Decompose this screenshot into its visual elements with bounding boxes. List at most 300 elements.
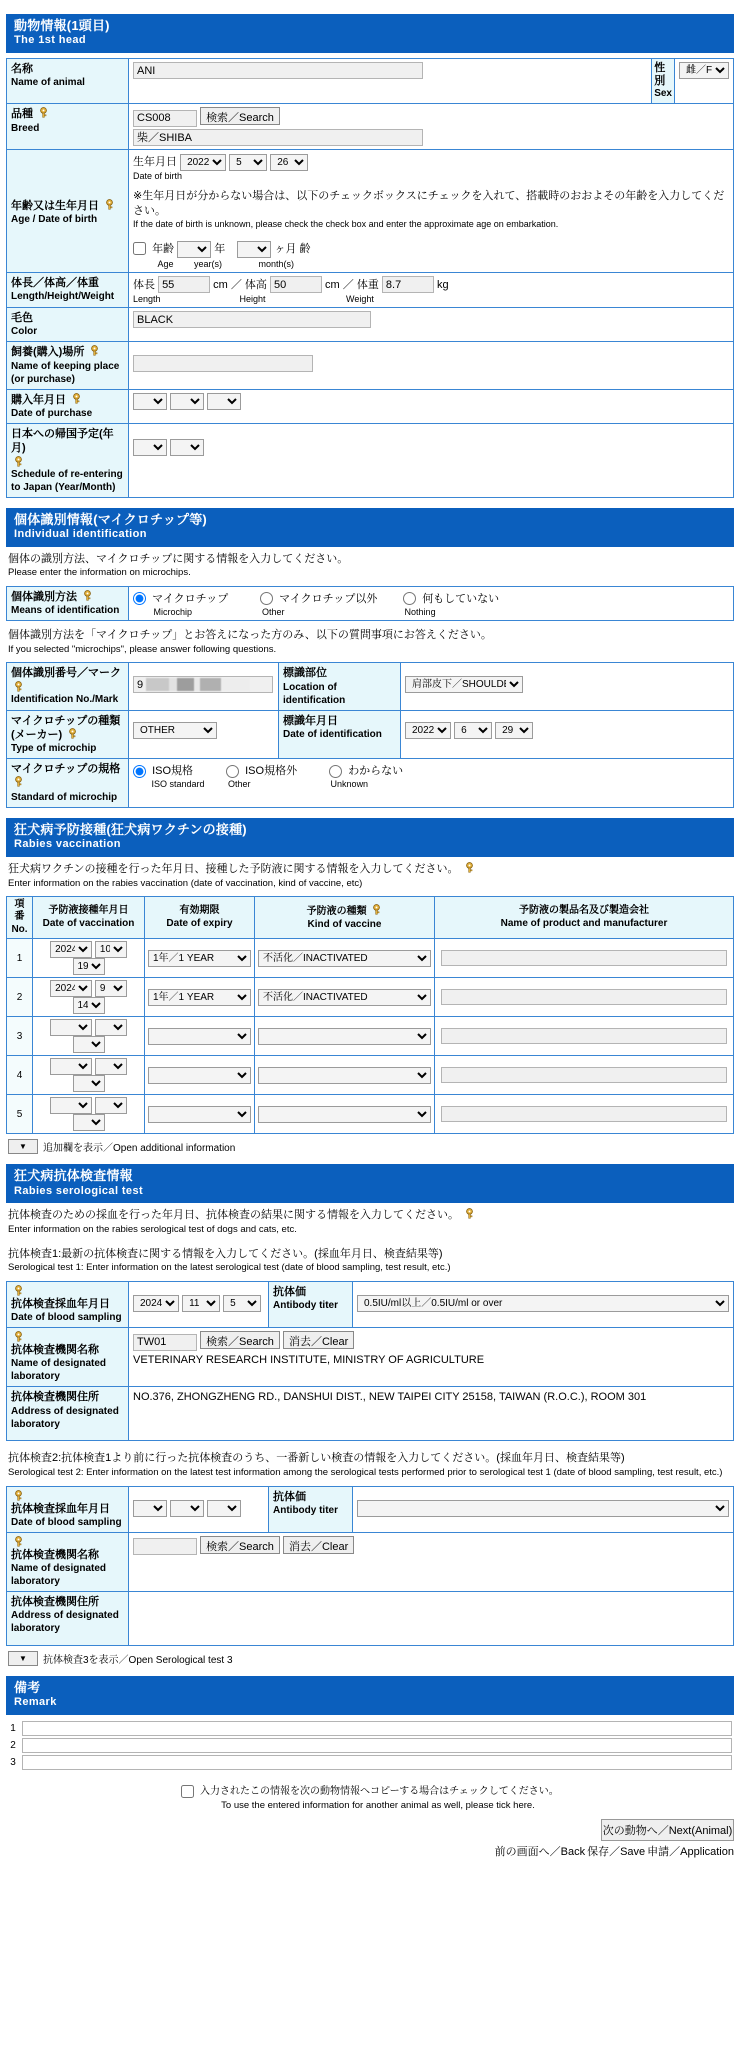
standard-option-label-jp: ISO規格 bbox=[152, 765, 194, 778]
breed-code-input[interactable] bbox=[133, 110, 197, 127]
length-input[interactable] bbox=[158, 276, 210, 293]
label-en: Name of animal bbox=[11, 77, 85, 89]
label-identification-no bbox=[7, 663, 129, 710]
animal-info-table bbox=[6, 58, 734, 498]
test2-year-select[interactable] bbox=[133, 1500, 167, 1517]
serology-test1-note-jp: 抗体検査1:最新の抗体検査に関する情報を入力してください。(採血年月日、検査結果等) bbox=[8, 1247, 443, 1260]
rabies-intro-jp bbox=[8, 862, 732, 877]
add-vaccination-row-toggle[interactable] bbox=[8, 1139, 732, 1154]
label-jp: マイクロチップの規格 bbox=[11, 763, 121, 776]
test1-day-select[interactable] bbox=[223, 1295, 261, 1312]
vac-expiry-select[interactable] bbox=[148, 989, 251, 1006]
means-option-microchip[interactable] bbox=[133, 590, 257, 606]
label-en: Breed bbox=[11, 122, 40, 134]
label-jp: 個体識別番号／マーク bbox=[11, 667, 121, 680]
row-test2-lab-name bbox=[7, 1532, 734, 1591]
remark-line-cell bbox=[20, 1720, 734, 1737]
dob-line bbox=[133, 153, 729, 171]
purchase-year-select[interactable] bbox=[133, 393, 167, 410]
redaction-mask bbox=[146, 678, 250, 691]
vaccination-expiry-cell bbox=[145, 1095, 255, 1134]
footer-button-row-2 bbox=[6, 1843, 734, 1859]
age-month-select[interactable] bbox=[237, 241, 271, 258]
label-en: Address of designated laboratory bbox=[11, 1405, 119, 1430]
copy-checkbox-line bbox=[6, 1785, 734, 1799]
vac-month-select[interactable] bbox=[95, 980, 127, 997]
standard-option-iso[interactable] bbox=[133, 762, 223, 778]
list-item bbox=[6, 1720, 734, 1737]
test2-lab-clear-button[interactable]: 消去／Clear bbox=[283, 1536, 354, 1554]
test2-lab-name-text bbox=[133, 1558, 729, 1570]
vaccination-date-cell bbox=[33, 978, 145, 1017]
test2-day-select[interactable] bbox=[207, 1500, 241, 1517]
separator-1: ／ bbox=[230, 278, 242, 291]
remark-input-2[interactable] bbox=[22, 1738, 732, 1753]
remark-input-3[interactable] bbox=[22, 1755, 732, 1770]
height-input[interactable] bbox=[270, 276, 322, 293]
test2-titer-select[interactable] bbox=[357, 1500, 729, 1517]
cell-microchip-standard-value bbox=[129, 759, 734, 808]
vac-manufacturer-input[interactable] bbox=[441, 989, 727, 1005]
cell-test1-titer-value bbox=[353, 1281, 734, 1327]
col-manufacturer bbox=[435, 896, 734, 939]
row-test2-lab-address bbox=[7, 1592, 734, 1646]
vaccination-kind-cell bbox=[255, 1095, 435, 1134]
label-en: Schedule of re-entering to Japan (Year/Month) bbox=[11, 468, 123, 493]
help-icon[interactable] bbox=[13, 681, 24, 693]
means-option-label-en: Microchip bbox=[153, 606, 193, 617]
purchase-day-select[interactable] bbox=[207, 393, 241, 410]
identification-no-field[interactable] bbox=[133, 676, 273, 693]
next-animal-button[interactable]: 次の動物へ／Next(Animal) bbox=[601, 1819, 734, 1841]
standard-option-label-en: ISO standard bbox=[151, 779, 205, 790]
open-serological-test3-toggle[interactable] bbox=[8, 1651, 732, 1666]
label-test2-lab-name bbox=[7, 1532, 129, 1591]
length-label-en: Length bbox=[133, 294, 161, 305]
test1-lab-search-button[interactable]: 検索／Search bbox=[200, 1331, 280, 1349]
identification-condition-en: If you selected "microchips", please answer following questions. bbox=[8, 643, 277, 655]
means-radio-nothing[interactable] bbox=[403, 592, 416, 605]
vaccination-table bbox=[6, 896, 734, 1135]
section-title-en: Rabies vaccination bbox=[14, 838, 121, 850]
standard-option-other[interactable] bbox=[226, 762, 326, 778]
vac-month-select[interactable] bbox=[95, 1058, 127, 1075]
label-en: Color bbox=[11, 326, 38, 338]
copy-info-row bbox=[6, 1785, 734, 1812]
vac-expiry-select[interactable] bbox=[148, 1067, 251, 1084]
section-title-jp: 動物情報(1頭目) bbox=[14, 18, 110, 33]
serology-intro-jp bbox=[8, 1208, 732, 1223]
sex-select[interactable] bbox=[679, 62, 729, 79]
label-color bbox=[7, 308, 129, 342]
age-year-unit: 年 bbox=[214, 242, 226, 255]
cell-location-value bbox=[401, 663, 734, 710]
identification-year-select[interactable] bbox=[405, 722, 451, 739]
row-name-of-animal bbox=[7, 59, 734, 104]
row-test1-lab-name bbox=[7, 1328, 734, 1387]
vac-day-select[interactable] bbox=[73, 1036, 105, 1053]
vaccination-kind-cell bbox=[255, 1056, 435, 1095]
section-title-en: Rabies serological test bbox=[14, 1184, 144, 1197]
label-microchip-type bbox=[7, 710, 129, 759]
vaccination-kind-cell bbox=[255, 1017, 435, 1056]
vaccination-date-cell bbox=[33, 1095, 145, 1134]
test2-month-select[interactable] bbox=[170, 1500, 204, 1517]
label-jp: 抗体検査採血年月日 bbox=[11, 1297, 110, 1310]
label-location-of-identification bbox=[279, 663, 401, 710]
vaccination-expiry-cell bbox=[145, 939, 255, 978]
help-icon[interactable] bbox=[89, 345, 100, 357]
cell-test2-titer-value bbox=[353, 1486, 734, 1532]
help-icon[interactable] bbox=[371, 904, 382, 916]
help-icon[interactable] bbox=[13, 1331, 24, 1343]
copy-label-jp: 入力されたこの情報を次の動物情報へコピーする場合はチェックしてください。 bbox=[199, 1786, 559, 1798]
table-row bbox=[7, 978, 734, 1017]
vaccination-row-no: 1 bbox=[7, 939, 33, 978]
label-en: Antibody titer bbox=[273, 1504, 338, 1516]
table-row bbox=[7, 1017, 734, 1056]
means-option-other[interactable] bbox=[260, 590, 400, 606]
dob-year-select[interactable] bbox=[180, 154, 226, 171]
cell-test1-lab-address-value bbox=[129, 1387, 734, 1441]
label-sex-en: Sex bbox=[654, 88, 672, 100]
help-icon[interactable] bbox=[13, 776, 24, 788]
age-label-en: Age bbox=[157, 258, 174, 269]
dob-label-jp: 生年月日 bbox=[133, 155, 177, 168]
weight-unit: kg bbox=[436, 278, 449, 291]
cell-test1-lab-name-value bbox=[129, 1328, 734, 1387]
height-label-jp: 体高 bbox=[244, 278, 267, 291]
label-test1-lab-address bbox=[7, 1387, 129, 1441]
dob-label-en: Date of birth bbox=[133, 170, 183, 181]
label-en: Date of blood sampling bbox=[11, 1516, 122, 1528]
identification-day-select[interactable] bbox=[495, 722, 533, 739]
age-fallback-line bbox=[133, 240, 729, 258]
label-identification-date bbox=[279, 710, 401, 759]
help-icon[interactable] bbox=[67, 728, 78, 740]
standard-option-label-jp: ISO規格外 bbox=[245, 765, 298, 778]
vaccination-manufacturer-cell bbox=[435, 1095, 734, 1134]
standard-radio-other[interactable] bbox=[226, 765, 239, 778]
vaccination-manufacturer-cell bbox=[435, 1056, 734, 1095]
row-breed bbox=[7, 104, 734, 150]
test1-lab-address-text: NO.376, ZHONGZHENG RD., DANSHUI DIST., NEW TAIPEI CITY 25158, TAIWAN (R.O.C.), ROOM 301 bbox=[133, 1391, 647, 1404]
vaccination-kind-cell bbox=[255, 978, 435, 1017]
measure-sub-labels bbox=[133, 294, 729, 304]
vaccination-manufacturer-cell bbox=[435, 1017, 734, 1056]
vac-expiry-select[interactable] bbox=[148, 950, 251, 967]
col-date-of-vaccination bbox=[33, 896, 145, 939]
vac-kind-select[interactable] bbox=[258, 989, 431, 1006]
vac-year-select[interactable] bbox=[50, 941, 92, 958]
vac-manufacturer-input[interactable] bbox=[441, 1028, 727, 1044]
help-icon[interactable] bbox=[104, 199, 115, 211]
label-test1-sampling bbox=[7, 1281, 129, 1327]
cell-test1-sampling-value bbox=[129, 1281, 269, 1327]
label-en: Type of microchip bbox=[11, 743, 97, 755]
help-icon[interactable] bbox=[38, 107, 49, 119]
serology-test2-note-jp: 抗体検査2:抗体検査1より前に行った抗体検査のうち、一番新しい検査の情報を入力してください。(採血年月日、検査結果等) bbox=[8, 1452, 625, 1465]
vac-day-select[interactable] bbox=[73, 958, 105, 975]
row-color bbox=[7, 308, 734, 342]
cell-test2-lab-name-value bbox=[129, 1532, 734, 1591]
serology-intro-text: 抗体検査のための採血を行った年月日、抗体検査の結果に関する情報を入力してください。 bbox=[8, 1209, 459, 1222]
age-month-unit: ヶ月 bbox=[274, 242, 297, 255]
label-jp: マイクロチップの種類(メーカー) bbox=[11, 714, 121, 741]
label-sex-jp: 性別 bbox=[654, 62, 666, 87]
dob-note-en: If the date of birth is unknown, please check the check box and enter the approximate age on embarkation. bbox=[133, 219, 559, 230]
label-jp: 抗体価 bbox=[273, 1490, 306, 1503]
section-title-jp: 狂犬病抗体検査情報 bbox=[14, 1168, 133, 1184]
remark-line-cell bbox=[20, 1737, 734, 1754]
label-jp: 飼養(購入)場所 bbox=[11, 346, 85, 359]
means-option-label-jp: 何もしていない bbox=[422, 592, 500, 605]
vac-year-select[interactable] bbox=[50, 1058, 92, 1075]
cell-means-options bbox=[129, 586, 734, 620]
table-row bbox=[7, 1056, 734, 1095]
breed-search-button[interactable]: 検索／Search bbox=[200, 107, 280, 125]
vac-year-select[interactable] bbox=[50, 980, 92, 997]
help-icon[interactable] bbox=[13, 1536, 24, 1548]
label-test2-titer bbox=[269, 1486, 353, 1532]
means-radio-microchip[interactable] bbox=[133, 592, 146, 605]
label-en: Age / Date of birth bbox=[11, 214, 98, 226]
label-en: Date of purchase bbox=[11, 408, 93, 419]
vaccination-row-no: 2 bbox=[7, 978, 33, 1017]
standard-option-label-en: Other bbox=[228, 779, 251, 790]
microchip-type-select[interactable] bbox=[133, 722, 217, 739]
test1-titer-select[interactable] bbox=[357, 1295, 729, 1312]
section-header-animal bbox=[6, 14, 734, 53]
section-header-rabies bbox=[6, 818, 734, 857]
rabies-intro-en: Enter information on the rabies vaccination (date of vaccination, kind of vaccine, etc) bbox=[8, 877, 363, 889]
name-of-animal-input[interactable] bbox=[133, 62, 423, 79]
label-breed bbox=[7, 104, 129, 150]
help-icon[interactable] bbox=[464, 862, 475, 874]
triangle-down-icon[interactable]: ▼ bbox=[8, 1651, 38, 1666]
cell-test2-lab-address-value bbox=[129, 1592, 734, 1646]
vac-year-select[interactable] bbox=[50, 1019, 92, 1036]
col-date-of-expiry bbox=[145, 896, 255, 939]
means-option-label-jp: マイクロチップ以外 bbox=[279, 592, 378, 605]
section-title-en: Remark bbox=[14, 1696, 57, 1709]
col-kind-of-vaccine bbox=[255, 896, 435, 939]
help-icon[interactable] bbox=[13, 456, 24, 468]
identification-month-select[interactable] bbox=[454, 722, 492, 739]
purchase-month-select[interactable] bbox=[170, 393, 204, 410]
cell-purchase-date-value bbox=[129, 389, 734, 423]
section-title-jp: 備考 bbox=[14, 1680, 41, 1696]
section-title-jp: 狂犬病予防接種(狂犬病ワクチンの接種) bbox=[14, 821, 247, 837]
reentry-year-select[interactable] bbox=[133, 439, 167, 456]
cell-identification-date-value bbox=[401, 710, 734, 759]
remark-line-cell bbox=[20, 1754, 734, 1771]
location-select[interactable] bbox=[405, 676, 523, 693]
label-measurements bbox=[7, 272, 129, 308]
label-microchip-standard bbox=[7, 759, 129, 808]
vaccination-row-no: 5 bbox=[7, 1095, 33, 1134]
reentry-month-select[interactable] bbox=[170, 439, 204, 456]
col-no-jp: 項番 bbox=[14, 898, 25, 923]
vac-day-select[interactable] bbox=[73, 997, 105, 1014]
label-name-of-animal bbox=[7, 59, 129, 104]
dob-note-jp: ※生年月日が分からない場合は、以下のチェックボックスにチェックを入れて、搭載時のおおよその年齢を入力してください。 bbox=[133, 189, 725, 217]
vaccination-manufacturer-cell bbox=[435, 939, 734, 978]
label-jp: 日本への帰国予定(年月) bbox=[11, 428, 114, 455]
back-button[interactable]: 前の画面へ／Back bbox=[494, 1845, 586, 1858]
means-radio-other[interactable] bbox=[260, 592, 273, 605]
label-sex bbox=[652, 59, 675, 104]
test1-lab-clear-button[interactable]: 消去／Clear bbox=[283, 1331, 354, 1349]
cell-name-value bbox=[129, 59, 652, 104]
row-test2-sampling bbox=[7, 1486, 734, 1532]
keeping-place-input[interactable] bbox=[133, 355, 313, 372]
separator-2: ／ bbox=[342, 278, 354, 291]
cell-color-value bbox=[129, 308, 734, 342]
label-en: Means of identification bbox=[11, 605, 120, 617]
age-year-select[interactable] bbox=[177, 241, 211, 258]
section-header-remark bbox=[6, 1676, 734, 1715]
help-icon[interactable] bbox=[13, 1490, 24, 1502]
vac-manufacturer-input[interactable] bbox=[441, 950, 727, 966]
microchip-details-table bbox=[6, 662, 734, 807]
dob-day-select[interactable] bbox=[270, 154, 308, 171]
serology-test2-note-en: Serological test 2: Enter information on the latest test information among the serological tests performed prior to serological test 1 (date of blood sampling, test result, etc.) bbox=[8, 1467, 723, 1479]
label-test1-titer bbox=[269, 1281, 353, 1327]
label-en: Length/Height/Weight bbox=[11, 290, 115, 302]
help-icon[interactable] bbox=[13, 1285, 24, 1297]
triangle-down-icon[interactable]: ▼ bbox=[8, 1139, 38, 1154]
help-icon[interactable] bbox=[464, 1208, 475, 1220]
length-unit: cm bbox=[213, 278, 228, 291]
test1-lab-code-input[interactable] bbox=[133, 1334, 197, 1351]
test1-month-select[interactable] bbox=[182, 1295, 220, 1312]
row-reentry bbox=[7, 424, 734, 498]
standard-option-label-en: Unknown bbox=[330, 779, 369, 790]
height-label-en: Height bbox=[239, 294, 266, 305]
vaccination-expiry-cell bbox=[145, 978, 255, 1017]
row-microchip-type bbox=[7, 710, 734, 759]
row-identification-no bbox=[7, 663, 734, 710]
cell-reentry-value bbox=[129, 424, 734, 498]
weight-input[interactable] bbox=[382, 276, 434, 293]
vac-day-select[interactable] bbox=[73, 1075, 105, 1092]
label-en: Date of blood sampling bbox=[11, 1312, 122, 1324]
means-option-nothing[interactable] bbox=[403, 593, 499, 605]
measure-line bbox=[133, 276, 729, 294]
vac-kind-select[interactable] bbox=[258, 1106, 431, 1123]
label-test2-lab-address bbox=[7, 1592, 129, 1646]
test1-year-select[interactable] bbox=[133, 1295, 179, 1312]
help-icon[interactable] bbox=[82, 590, 93, 602]
row-test1-sampling bbox=[7, 1281, 734, 1327]
col-no-en: No. bbox=[11, 923, 28, 935]
identification-intro-jp: 個体の識別方法、マイクロチップに関する情報を入力してください。 bbox=[8, 552, 349, 565]
cell-sex-value bbox=[675, 59, 734, 104]
cell-breed-value bbox=[129, 104, 734, 150]
label-en: Identification No./Mark bbox=[11, 693, 119, 705]
test2-lab-code-input[interactable] bbox=[133, 1538, 197, 1555]
vac-expiry-select[interactable] bbox=[148, 1106, 251, 1123]
copy-label-en: To use the entered information for another animal as well, please tick here. bbox=[221, 1800, 535, 1812]
standard-option-unknown[interactable] bbox=[329, 765, 403, 777]
serology-test1-note-en: Serological test 1: Enter information on the latest serological test (date of blood sampling, test result, etc.) bbox=[8, 1262, 451, 1274]
label-en: Name of designated laboratory bbox=[11, 1563, 107, 1588]
lab-search-line bbox=[133, 1331, 729, 1351]
age-unknown-checkbox[interactable] bbox=[133, 242, 146, 255]
label-jp: 購入年月日 bbox=[11, 393, 66, 406]
vac-manufacturer-input[interactable] bbox=[441, 1106, 727, 1122]
dob-month-select[interactable] bbox=[229, 154, 267, 171]
vac-kind-select[interactable] bbox=[258, 1067, 431, 1084]
vac-year-select[interactable] bbox=[50, 1097, 92, 1114]
label-jp: 標識部位 bbox=[283, 667, 327, 680]
section-header-identification bbox=[6, 508, 734, 547]
remark-input-1[interactable] bbox=[22, 1721, 732, 1736]
cell-test2-sampling-value bbox=[129, 1486, 269, 1532]
copy-info-checkbox[interactable] bbox=[181, 1785, 194, 1798]
vac-expiry-select[interactable] bbox=[148, 1028, 251, 1045]
color-input[interactable] bbox=[133, 311, 371, 328]
vac-manufacturer-input[interactable] bbox=[441, 1067, 727, 1083]
serological-test2-table bbox=[6, 1486, 734, 1647]
breed-resolved-input bbox=[133, 129, 423, 146]
label-test2-sampling bbox=[7, 1486, 129, 1532]
test2-lab-search-button[interactable]: 検索／Search bbox=[200, 1536, 280, 1554]
apply-button[interactable]: 申請／Application bbox=[647, 1845, 734, 1858]
remark-line-no: 1 bbox=[10, 1723, 16, 1735]
weight-label-jp: 体重 bbox=[356, 278, 379, 291]
add-row-label: 追加欄を表示／Open additional information bbox=[43, 1143, 236, 1155]
label-jp: 品種 bbox=[11, 108, 33, 121]
row-keeping-place bbox=[7, 342, 734, 389]
standard-options-en-row bbox=[133, 779, 729, 789]
label-jp: 標識年月日 bbox=[283, 714, 338, 727]
remark-table bbox=[6, 1720, 734, 1771]
vaccination-expiry-cell bbox=[145, 1056, 255, 1095]
row-age-dob bbox=[7, 149, 734, 272]
label-en: Location of identification bbox=[283, 681, 346, 706]
age-label-jp: 年齢 bbox=[152, 242, 175, 255]
section-title-en: Individual identification bbox=[14, 527, 147, 540]
save-button[interactable]: 保存／Save bbox=[587, 1845, 646, 1858]
label-jp: 抗体検査機関住所 bbox=[11, 1391, 99, 1404]
label-jp: 抗体検査機関名称 bbox=[11, 1344, 99, 1357]
vac-month-select[interactable] bbox=[95, 1019, 127, 1036]
standard-radio-unknown[interactable] bbox=[329, 765, 342, 778]
label-en: Name of keeping place (or purchase) bbox=[11, 360, 120, 385]
vac-kind-select[interactable] bbox=[258, 1028, 431, 1045]
cell-measurements-value bbox=[129, 272, 734, 308]
means-option-label-en: Other bbox=[262, 606, 285, 617]
label-en: Address of designated laboratory bbox=[11, 1610, 119, 1635]
vac-day-select[interactable] bbox=[73, 1114, 105, 1131]
serology-intro-en: Enter information on the rabies serological test of dogs and cats, etc. bbox=[8, 1224, 297, 1236]
vaccination-date-cell bbox=[33, 1017, 145, 1056]
standard-radio-iso[interactable] bbox=[133, 765, 146, 778]
table-row bbox=[7, 939, 734, 978]
help-icon[interactable] bbox=[71, 393, 82, 405]
vac-month-select[interactable] bbox=[95, 941, 127, 958]
label-reentry bbox=[7, 424, 129, 498]
list-item bbox=[6, 1737, 734, 1754]
col-mfr-en: Name of product and manufacturer bbox=[500, 917, 668, 929]
means-options-en-row bbox=[133, 607, 729, 617]
vac-kind-select[interactable] bbox=[258, 950, 431, 967]
weight-label-en: Weight bbox=[346, 294, 374, 305]
vaccination-row-no: 3 bbox=[7, 1017, 33, 1056]
vac-month-select[interactable] bbox=[95, 1097, 127, 1114]
